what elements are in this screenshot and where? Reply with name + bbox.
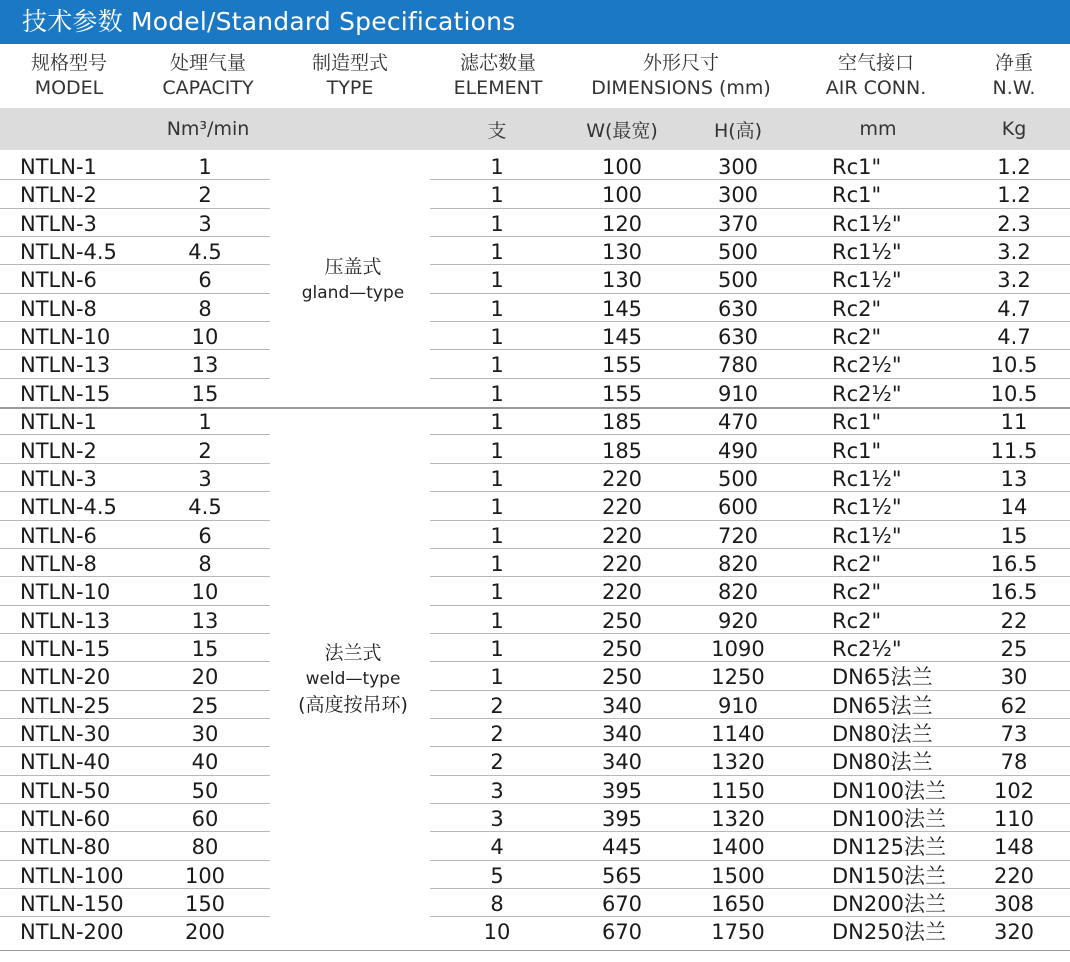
table-row [0,265,1070,293]
cell-width: 130 [601,240,643,265]
cell-element: 1 [490,155,504,179]
cell-width: 100 [601,183,643,208]
cell-width: 250 [601,665,643,690]
cell-element: 2 [490,750,504,775]
table-row [0,521,1070,549]
table-row [0,861,1070,889]
cell-element: 1 [490,410,504,435]
cell-height: 1500 [711,863,765,888]
header-nw-en: N.W. [992,77,1036,99]
cell-element: 1 [490,268,504,293]
cell-air-conn: Rc2" [832,325,882,350]
cell-element: 2 [490,693,504,718]
cell-element: 1 [490,636,504,661]
header-type-en: TYPE [326,77,374,99]
cell-net-weight: 4.7 [997,296,1031,321]
cell-element: 1 [490,608,504,633]
cell-width: 220 [601,551,643,576]
type-gland-en: gland—type [301,282,405,303]
cell-capacity: 200 [184,920,226,945]
header-dimensions-cn: 外形尺寸 [642,52,719,74]
cell-capacity: 50 [191,778,219,803]
cell-air-conn: Rc2" [832,296,882,321]
header-air-en: AIR CONN. [825,77,927,99]
cell-element: 1 [490,381,504,406]
unit-nw: Kg [1001,118,1027,140]
cell-width: 100 [601,155,643,179]
cell-element: 3 [490,778,504,803]
cell-model: NTLN-6 [20,268,97,293]
cell-height: 470 [717,410,759,435]
cell-air-conn: Rc1½" [832,523,902,548]
cell-air-conn: Rc2½" [832,381,902,406]
header-nw [976,44,1052,108]
cell-width: 340 [601,693,643,718]
cell-capacity: 6 [198,268,212,293]
cell-capacity: 13 [191,353,219,378]
cell-net-weight: 220 [993,863,1035,888]
cell-width: 250 [601,636,643,661]
cell-capacity: 2 [198,183,212,208]
cell-net-weight: 1.2 [997,155,1031,179]
table-row [0,889,1070,917]
cell-element: 1 [490,240,504,265]
type-group-gland [278,152,428,407]
cell-width: 130 [601,268,643,293]
cell-width: 120 [601,211,643,236]
type-weld-note: (高度按吊环) [298,694,408,716]
cell-model: NTLN-30 [20,722,111,746]
header-nw-cn: 净重 [994,52,1033,74]
cell-model: NTLN-25 [20,693,111,718]
cell-capacity: 8 [198,296,212,321]
table-row [0,209,1070,237]
cell-model: NTLN-60 [20,807,111,832]
cell-element: 10 [483,920,511,945]
cell-element: 1 [490,296,504,321]
table-row [0,294,1070,322]
cell-element: 1 [490,211,504,236]
cell-width: 220 [601,523,643,548]
table-row [0,804,1070,832]
cell-height: 1320 [711,807,765,832]
cell-air-conn: Rc1½" [832,240,902,265]
table-row [0,464,1070,492]
cell-width: 395 [601,807,643,832]
cell-air-conn: DN80法兰 [832,750,933,775]
cell-height: 630 [717,325,759,350]
cell-height: 300 [717,155,759,179]
cell-model: NTLN-6 [20,523,97,548]
cell-model: NTLN-13 [20,353,111,378]
cell-air-conn: Rc1" [832,410,882,435]
cell-height: 780 [717,353,759,378]
cell-net-weight: 62 [1000,693,1028,718]
cell-model: NTLN-15 [20,381,111,406]
cell-width: 565 [601,863,643,888]
cell-net-weight: 25 [1000,636,1028,661]
cell-air-conn: DN100法兰 [832,778,946,803]
units-row [0,108,1070,150]
table-row [0,237,1070,265]
cell-width: 340 [601,750,643,775]
cell-element: 1 [490,353,504,378]
cell-net-weight: 30 [1000,665,1028,690]
cell-element: 1 [490,183,504,208]
cell-model: NTLN-8 [20,551,97,576]
type-weld-cn: 法兰式 [324,642,382,664]
cell-net-weight: 13 [1000,466,1028,491]
table-row [0,436,1070,464]
cell-model: NTLN-8 [20,296,97,321]
unit-element: 支 [487,119,507,142]
cell-model: NTLN-50 [20,778,111,803]
cell-model: NTLN-100 [20,863,124,888]
header-dimensions [576,44,786,108]
cell-height: 600 [717,495,759,520]
cell-net-weight: 110 [993,807,1035,832]
cell-width: 145 [601,325,643,350]
table-row [0,747,1070,775]
cell-height: 920 [717,608,759,633]
cell-capacity: 80 [191,835,219,860]
table-row [0,776,1070,804]
cell-air-conn: DN125法兰 [832,835,946,860]
cell-height: 910 [717,693,759,718]
table-row [0,832,1070,860]
cell-element: 1 [490,665,504,690]
cell-model: NTLN-1 [20,155,97,179]
cell-height: 820 [717,580,759,605]
cell-air-conn: Rc1½" [832,466,902,491]
cell-width: 670 [601,892,643,917]
cell-width: 340 [601,722,643,746]
table-row [0,691,1070,719]
table-row [0,180,1070,208]
cell-width: 185 [601,410,643,435]
cell-element: 1 [490,523,504,548]
cell-element: 1 [490,551,504,576]
cell-net-weight: 16.5 [990,551,1038,576]
cell-air-conn: Rc2" [832,608,882,633]
cell-net-weight: 3.2 [997,240,1031,265]
cell-height: 630 [717,296,759,321]
cell-capacity: 30 [191,722,219,746]
cell-height: 300 [717,183,759,208]
cell-element: 8 [490,892,504,917]
cell-air-conn: DN65法兰 [832,665,933,690]
cell-width: 395 [601,778,643,803]
cell-model: NTLN-2 [20,438,97,463]
cell-net-weight: 3.2 [997,268,1031,293]
cell-width: 220 [601,580,643,605]
table-row [0,492,1070,520]
cell-height: 820 [717,551,759,576]
table-row [0,350,1070,378]
table-row [0,577,1070,605]
header-dimensions-en: DIMENSIONS (mm) [591,77,771,99]
cell-model: NTLN-150 [20,892,124,917]
cell-air-conn: Rc1" [832,183,882,208]
cell-width: 185 [601,438,643,463]
cell-height: 1250 [711,665,765,690]
cell-net-weight: 11.5 [990,438,1038,463]
cell-capacity: 25 [191,693,219,718]
table-row [0,407,1070,435]
cell-net-weight: 308 [993,892,1035,917]
cell-air-conn: Rc2" [832,551,882,576]
cell-net-weight: 10.5 [990,381,1038,406]
cell-element: 2 [490,722,504,746]
cell-height: 1140 [711,722,765,746]
cell-net-weight: 14 [1000,495,1028,520]
table-row [0,322,1070,350]
cell-element: 3 [490,807,504,832]
cell-air-conn: DN150法兰 [832,863,946,888]
cell-model: NTLN-4.5 [20,240,117,265]
table-row [0,662,1070,690]
cell-height: 500 [717,466,759,491]
cell-element: 4 [490,835,504,860]
cell-capacity: 15 [191,381,219,406]
unit-width: W(最宽) [586,119,658,142]
cell-element: 5 [490,863,504,888]
cell-model: NTLN-10 [20,580,111,605]
header-model-cn: 规格型号 [30,52,107,74]
cell-width: 155 [601,381,643,406]
cell-air-conn: Rc1" [832,155,882,179]
header-air-cn: 空气接口 [837,52,914,74]
cell-height: 910 [717,381,759,406]
cell-capacity: 8 [198,551,212,576]
cell-width: 220 [601,495,643,520]
unit-air: mm [859,118,897,140]
type-group-weld [278,409,428,949]
table-bottom-rule [0,950,1070,951]
cell-air-conn: Rc2½" [832,353,902,378]
table-row [0,379,1070,407]
cell-air-conn: DN80法兰 [832,722,933,746]
cell-capacity: 10 [191,580,219,605]
cell-capacity: 60 [191,807,219,832]
header-air-conn [814,44,938,108]
cell-air-conn: Rc1½" [832,268,902,293]
table-row [0,917,1070,945]
header-capacity-en: CAPACITY [162,77,254,99]
cell-width: 220 [601,466,643,491]
unit-capacity: Nm³/min [166,118,250,140]
table-row [0,719,1070,747]
cell-height: 500 [717,240,759,265]
cell-net-weight: 73 [1000,722,1028,746]
table-row [0,606,1070,634]
header-type-cn: 制造型式 [311,52,388,74]
cell-air-conn: Rc2" [832,580,882,605]
cell-capacity: 4.5 [188,495,222,520]
cell-model: NTLN-2 [20,183,97,208]
cell-air-conn: Rc2½" [832,636,902,661]
cell-model: NTLN-13 [20,608,111,633]
unit-height: H(高) [713,119,763,142]
table-row [0,634,1070,662]
cell-capacity: 4.5 [188,240,222,265]
cell-capacity: 15 [191,636,219,661]
cell-element: 1 [490,495,504,520]
cell-capacity: 100 [184,863,226,888]
header-element [440,44,556,108]
table-row [0,152,1070,180]
type-weld-en: weld—type [305,669,401,689]
cell-model: NTLN-4.5 [20,495,117,520]
header-model-en: MODEL [34,77,104,99]
header-capacity-cn: 处理气量 [169,52,246,74]
type-gland-cn: 压盖式 [324,255,382,278]
cell-model: NTLN-20 [20,665,111,690]
cell-capacity: 20 [191,665,219,690]
cell-model: NTLN-15 [20,636,111,661]
cell-model: NTLN-3 [20,211,97,236]
cell-net-weight: 1.2 [997,183,1031,208]
cell-air-conn: DN100法兰 [832,807,946,832]
cell-air-conn: Rc1" [832,438,882,463]
header-element-en: ELEMENT [453,77,543,99]
cell-net-weight: 78 [1000,750,1028,775]
cell-net-weight: 102 [993,778,1035,803]
table-header [0,44,1070,108]
cell-height: 490 [717,438,759,463]
cell-capacity: 1 [198,410,212,435]
cell-air-conn: DN65法兰 [832,693,933,718]
cell-capacity: 40 [191,750,219,775]
cell-height: 1320 [711,750,765,775]
cell-capacity: 3 [198,466,212,491]
cell-height: 1090 [711,636,765,661]
cell-air-conn: Rc1½" [832,495,902,520]
cell-net-weight: 11 [1000,410,1028,435]
cell-height: 370 [717,211,759,236]
cell-width: 445 [601,835,643,860]
page-title: 技术参数 Model/Standard Specifications [0,0,1070,44]
cell-height: 1400 [711,835,765,860]
cell-model: NTLN-40 [20,750,111,775]
cell-width: 670 [601,920,643,945]
cell-net-weight: 22 [1000,608,1028,633]
cell-model: NTLN-3 [20,466,97,491]
cell-capacity: 2 [198,438,212,463]
cell-model: NTLN-80 [20,835,111,860]
cell-net-weight: 2.3 [997,211,1031,236]
cell-capacity: 1 [198,155,212,179]
cell-element: 1 [490,580,504,605]
cell-model: NTLN-1 [20,410,97,435]
cell-height: 720 [717,523,759,548]
cell-element: 1 [490,466,504,491]
cell-air-conn: DN250法兰 [832,920,946,945]
header-element-cn: 滤芯数量 [459,52,536,74]
cell-height: 1750 [711,920,765,945]
cell-height: 500 [717,268,759,293]
cell-net-weight: 148 [993,835,1035,860]
cell-height: 1150 [711,778,765,803]
cell-model: NTLN-10 [20,325,111,350]
cell-net-weight: 320 [993,920,1035,945]
header-model [14,44,124,108]
cell-net-weight: 15 [1000,523,1028,548]
group-divider [0,407,1070,409]
cell-air-conn: DN200法兰 [832,892,946,917]
cell-width: 145 [601,296,643,321]
cell-capacity: 6 [198,523,212,548]
cell-element: 1 [490,325,504,350]
cell-capacity: 150 [184,892,226,917]
cell-capacity: 3 [198,211,212,236]
cell-width: 250 [601,608,643,633]
cell-capacity: 10 [191,325,219,350]
cell-element: 1 [490,438,504,463]
cell-net-weight: 4.7 [997,325,1031,350]
table-row [0,549,1070,577]
cell-width: 155 [601,353,643,378]
header-capacity [150,44,266,108]
cell-height: 1650 [711,892,765,917]
header-type [290,44,410,108]
cell-net-weight: 16.5 [990,580,1038,605]
cell-air-conn: Rc1½" [832,211,902,236]
cell-model: NTLN-200 [20,920,124,945]
cell-net-weight: 10.5 [990,353,1038,378]
cell-capacity: 13 [191,608,219,633]
